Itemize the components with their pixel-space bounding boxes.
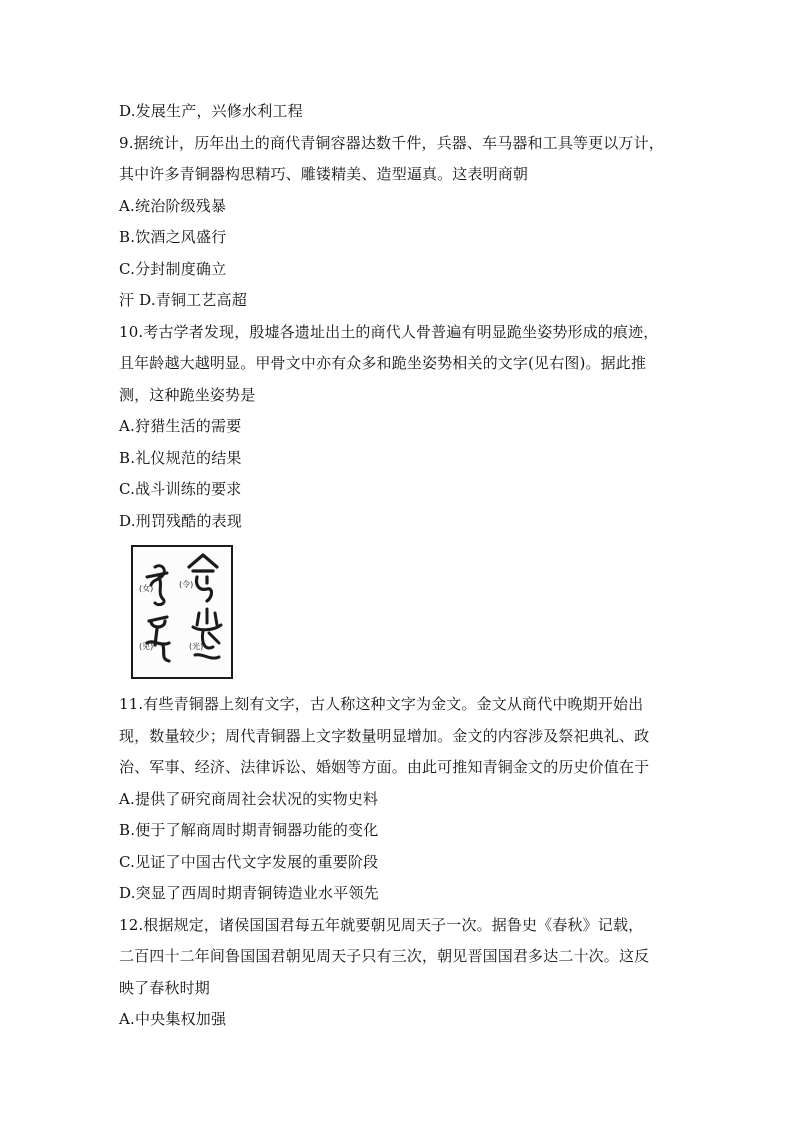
q11-stem-line-1: 11.有些青铜器上刻有文字，古人称这种文字为金文。金文从商代中晚期开始出: [119, 695, 644, 713]
q11-option-d: D.突显了西周时期青铜铸造业水平领先: [119, 884, 379, 902]
q11-option-c: C.见证了中国古代文字发展的重要阶段: [119, 852, 379, 871]
label-ling: (令): [179, 580, 194, 589]
q12-stem-line-3: 映了春秋时期: [119, 978, 210, 997]
q10-option-b: B.礼仪规范的结果: [119, 448, 242, 467]
label-nv: (女): [139, 584, 154, 593]
q10-stem-line-1: 10.考古学者发现，殷墟各遗址出土的商代人骨普遍有明显跪坐姿势形成的痕迹，: [119, 322, 659, 341]
q12-stem-line-2: 二百四十二年间鲁国国君朝见周天子只有三次，朝见晋国国君多达二十次。这反: [119, 947, 650, 965]
q11-option-b: B.便于了解商周时期青铜器功能的变化: [119, 821, 379, 839]
q10-stem-line-3: 测，这种跪坐姿势是: [119, 385, 256, 404]
q10-option-c: C.战斗训练的要求: [119, 480, 242, 498]
q11-option-a: A.提供了研究商周社会状况的实物史料: [119, 789, 379, 808]
q10-option-a: A.狩猎生活的需要: [119, 417, 242, 435]
glyph-ling: [189, 555, 217, 601]
label-guang: (光): [189, 642, 204, 651]
glyph-jian: [147, 617, 169, 661]
oracle-bone-script-figure: [131, 545, 233, 679]
q9-stem-line-2: 其中许多青铜器构思精巧、雕镂精美、造型逼真。这表明商朝: [119, 165, 529, 183]
exam-page: [119, 96, 679, 1036]
q11-stem-line-2: 现，数量较少；周代青铜器上文字数量明显增加。金文的内容涉及祭祀典礼、政: [119, 726, 650, 745]
q9-stem-line-1: 9.据统计，历年出土的商代青铜容器达数千件，兵器、车马器和工具等更以万计，: [119, 133, 664, 152]
q10-stem-line-2: 且年龄越大越明显。甲骨文中亦有众多和跪坐姿势相关的文字(见右图)。据此推: [119, 354, 647, 372]
oracle-glyphs-drawing: [133, 547, 231, 677]
q12-option-a: A.中央集权加强: [119, 1010, 227, 1028]
label-jian: (见): [139, 642, 154, 651]
q8-option-d: D.发展生产，兴修水利工程: [119, 102, 303, 120]
q10-option-d: D.刑罚残酷的表现: [119, 511, 243, 530]
q12-stem-line-1: 12.根据规定，诸侯国国君每五年就要朝见周天子一次。据鲁史《春秋》记载，: [119, 915, 644, 934]
q9-option-b: B.饮酒之风盛行: [119, 228, 227, 246]
q9-option-d: 汗 D.青铜工艺高超: [119, 291, 248, 309]
q11-stem-line-3: 治、军事、经济、法律诉讼、婚姻等方面。由此可推知青铜金文的历史价值在于: [119, 758, 650, 776]
q9-option-c: C.分封制度确立: [119, 259, 227, 278]
q9-option-a: A.统治阶级残暴: [119, 196, 227, 215]
